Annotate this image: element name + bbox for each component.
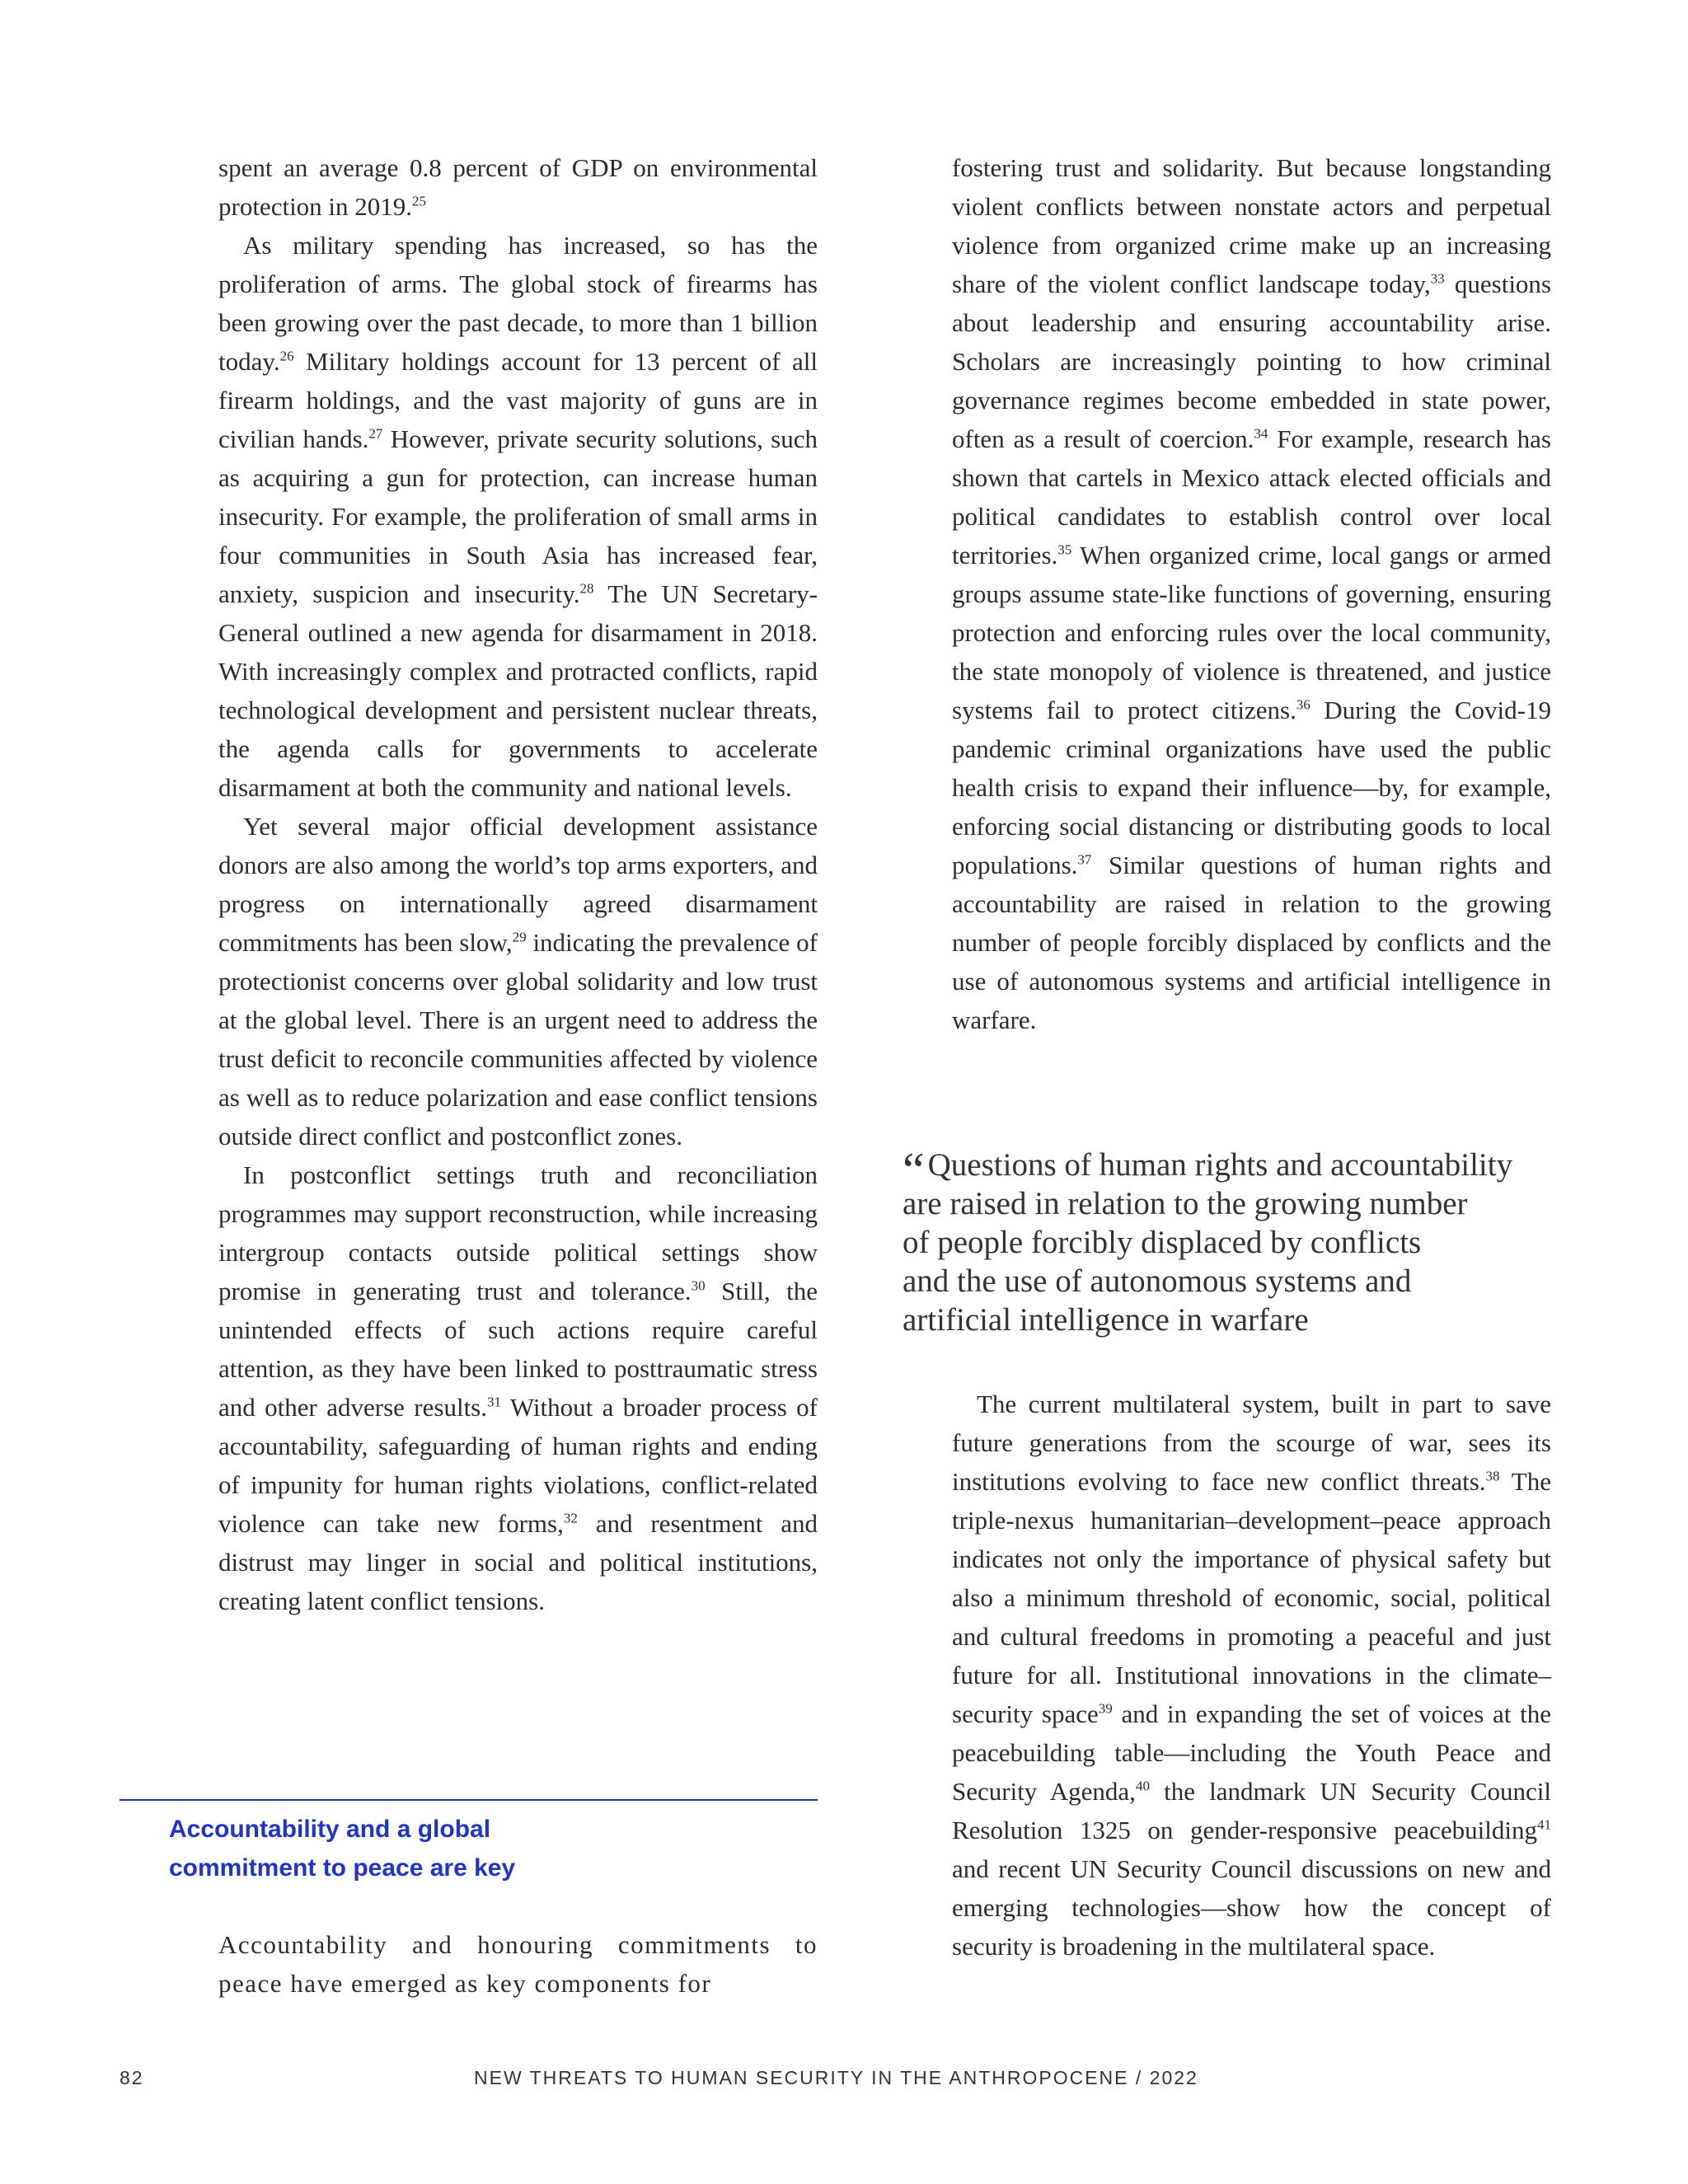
- section-divider: [120, 1799, 818, 1801]
- body-paragraph: As military spending has increased, so has the proliferation of arms. The global stock of firearms has been growing over the past decade, to more than 1 billion today.$^{26}$ Military holdings account for 13 percent of all firearm holdings, and the vast majority of guns are in civilian hands.$^{27}$ However, private security solutions, such as acquiring a gun for protection, can increase human insecurity. For example, the proliferation of small arms in four communities in South Asia has increased fear, anxiety, suspicion and insecurity.$^{28}$ The UN Secretary-General outlined a new agenda for disarmament in 2018. With increasingly complex and protracted conflicts, rapid technological development and persistent nuclear threats, the agenda calls for governments to accelerate disarmament at both the community and national levels.: [218, 231, 818, 802]
- pull-quote-line: of people forcibly displaced by conflicts: [903, 1225, 1422, 1260]
- footnote-ref: 32: [563, 1510, 578, 1526]
- running-title: NEW THREATS TO HUMAN SECURITY IN THE ANTHROPOCENE / 2022: [474, 2067, 1198, 2088]
- pull-quote-line: and the use of autonomous systems and: [903, 1263, 1412, 1299]
- body-paragraph: spent an average 0.8 percent of GDP on environmental protection in 2019.25: [218, 153, 818, 221]
- left-column: [218, 148, 818, 1620]
- right-column: [952, 148, 1551, 1039]
- footnote-ref: 31: [487, 1394, 501, 1410]
- footnote-ref: 40: [1135, 1778, 1150, 1794]
- footnote-ref: 35: [1057, 541, 1072, 558]
- footnote-ref: 36: [1296, 696, 1311, 713]
- page-number: 82: [120, 2067, 144, 2088]
- body-paragraph: The current multilateral system, built in part to save future generations from the scourge of war, sees its institutions evolving to face new conflict threats.$^{38}$ The triple-nexus humanitarian–development–peace approach indicates not only the importance of physical safety but also a minimum threshold of economic, social, political and cultural freedoms in promoting a peaceful and just future for all. Institutional innovations in the climate–security space$^{39}$ and in expanding the set of voices at the peacebuilding table—including the Youth Peace and Security Agenda,$^{40}$ the landmark UN Security Council Resolution 1325 on gender-responsive peacebuilding$^{41}$ and recent UN Security Council discussions on new and emerging technologies—show how the concept of security is broadening in the multilateral space.: [952, 1390, 1551, 1961]
- body-paragraph: fostering trust and solidarity. But because longstanding violent conflicts between nonstate actors and perpetual violence from organized crime make up an increasing share of the violent conflict landscape today,$^{33}$ questions about leadership and ensuring accountability arise. Scholars are increasingly pointing to how criminal governance regimes become embedded in state power, often as a result of coercion.$^{34}$ For example, research has shown that cartels in Mexico attack elected officials and political candidates to establish control over local territories.$^{35}$ When organized crime, local gangs or armed groups assume state-like functions of governing, ensuring protection and enforcing rules over the local community, the state monopoly of violence is threatened, and justice systems fail to protect citizens.$^{36}$ During the Covid-19 pandemic criminal organizations have used the public health crisis to expand their influence—by, for example, enforcing social distancing or distributing goods to local populations.$^{37}$ Similar questions of human rights and accountability are raised in relation to the growing number of people forcibly displaced by conflicts and the use of autonomous systems and artificial intelligence in warfare.: [952, 153, 1552, 1034]
- footnote-ref: 38: [1485, 1468, 1500, 1484]
- footnote-ref: 41: [1537, 1816, 1551, 1833]
- pull-quote-line: Questions of human rights and accountability: [927, 1147, 1513, 1183]
- quote-mark-icon: “: [903, 1143, 925, 1197]
- footnote-ref: 37: [1077, 851, 1092, 868]
- footnote-ref: 27: [368, 425, 383, 442]
- footnote-ref: 25: [412, 193, 427, 209]
- footnote-ref: 28: [579, 580, 594, 597]
- page-footer: [0, 2067, 1688, 2100]
- footnote-ref: 34: [1254, 425, 1268, 442]
- footnote-ref: 26: [279, 348, 294, 364]
- footnote-ref: 29: [512, 929, 527, 945]
- body-paragraph: In postconflict settings truth and reconciliation programmes may support reconstruction, while increasing intergroup contacts outside political settings show promise in generating trust and tolerance.$^{30}$ Still, the unintended effects of such actions require careful attention, as they have been linked to posttraumatic stress and other adverse results.$^{31}$ Without a broader process of accountability, safeguarding of human rights and ending of impunity for human rights violations, conflict-related violence can take new forms,$^{32}$ and resentment and distrust may linger in social and political institutions, creating latent conflict tensions.: [218, 1160, 818, 1615]
- section-heading-line: commitment to peace are key: [169, 1854, 516, 1882]
- section-body: Accountability and honouring commitments to peace have emerged as key components for: [218, 1930, 818, 1998]
- pull-quote-line: are raised in relation to the growing number: [903, 1186, 1468, 1221]
- pull-quote: [903, 1143, 1578, 1339]
- section-heading-line: Accountability and a global: [169, 1816, 491, 1843]
- footnote-ref: 39: [1098, 1700, 1113, 1717]
- footnote-ref: 33: [1430, 270, 1445, 287]
- section-heading: [169, 1810, 663, 1887]
- body-paragraph: Yet several major official development assistance donors are also among the world’s top arms exporters, and progress on internationally agreed disarmament commitments has been slow,$^{29}$ indicating the prevalence of protectionist concerns over global solidarity and low trust at the global level. There is an urgent need to address the trust deficit to reconcile communities affected by violence as well as to reduce polarization and ease conflict tensions outside direct conflict and postconflict zones.: [218, 812, 818, 1151]
- footnote-ref: 30: [691, 1277, 706, 1294]
- pull-quote-line: artificial intelligence in warfare: [903, 1302, 1309, 1338]
- right-column-lower: [952, 1385, 1551, 1966]
